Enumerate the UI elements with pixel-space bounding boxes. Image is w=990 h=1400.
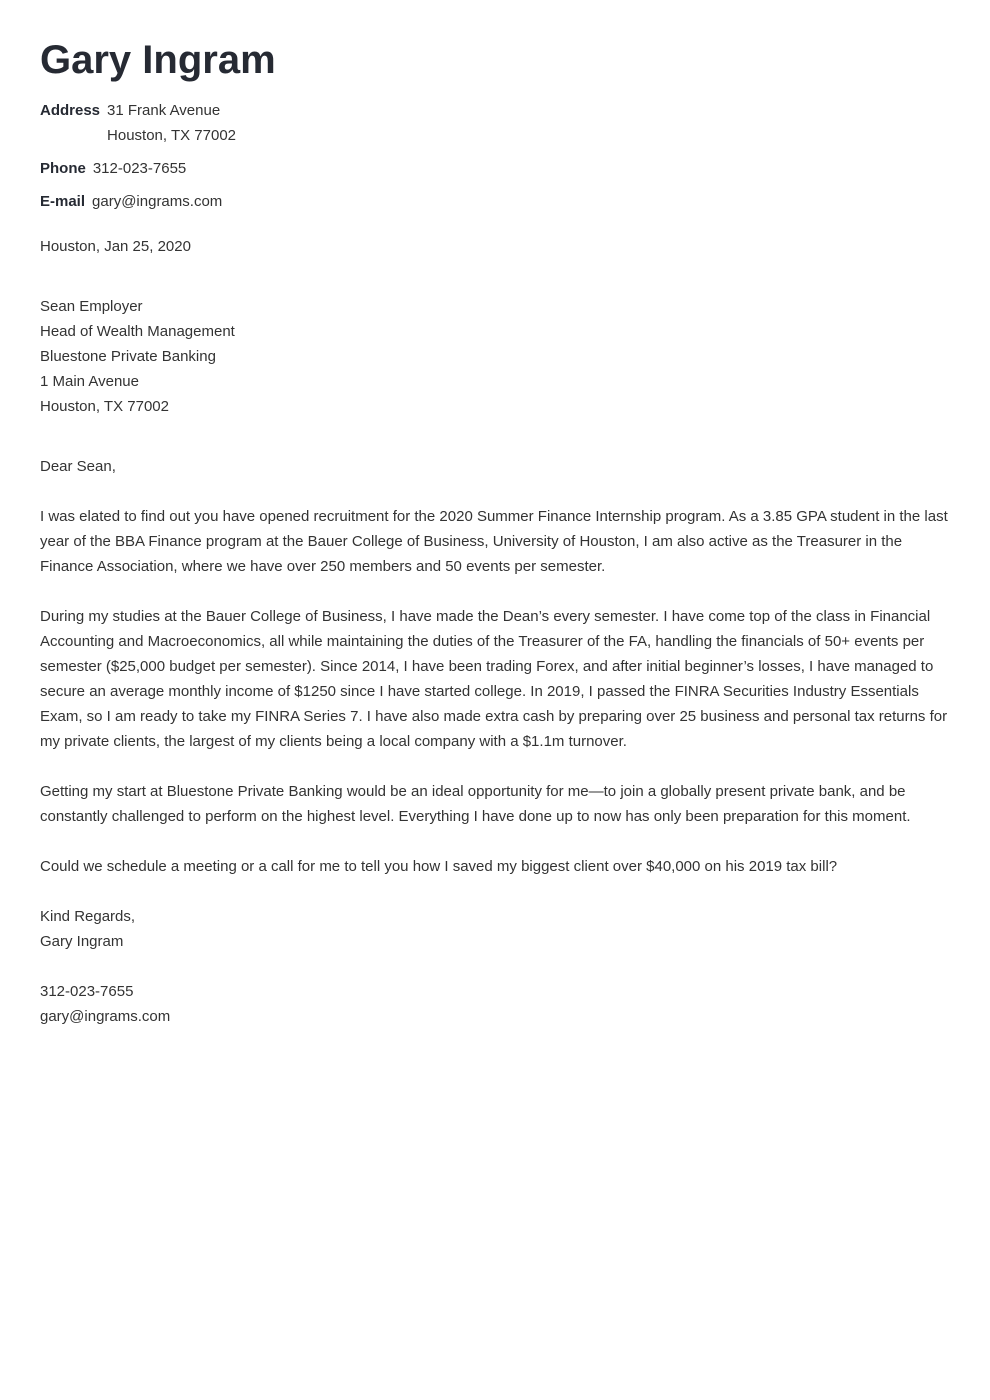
body-paragraph: Getting my start at Bluestone Private Banking would be an ideal opportunity for me—to join a globally present private bank, and be constantly challenged to perform on the highest level. Everything I have done up to now has only been preparation for this moment. xyxy=(40,783,911,825)
email-value: gary@ingrams.com xyxy=(92,193,223,210)
recipient-title: Head of Wealth Management xyxy=(40,323,235,340)
body-paragraph: I was elated to find out you have opened recruitment for the 2020 Summer Finance Internship program. As a 3.85 GPA student in the last year of the BBA Finance program at the Bauer College of Business, University of Houston, I am also active as the Treasurer in the Finance Association, where we have over 250 members and 50 events per semester. xyxy=(40,508,948,575)
email-label: E-mail xyxy=(40,193,86,210)
signature-contact-block xyxy=(40,979,950,1029)
recipient-company: Bluestone Private Banking xyxy=(40,348,216,365)
contact-address-row xyxy=(40,98,950,148)
recipient-street: 1 Main Avenue xyxy=(40,373,139,390)
phone-value: 312-023-7655 xyxy=(92,160,187,177)
contact-email-row xyxy=(40,189,950,214)
body-paragraph: Could we schedule a meeting or a call for me to tell you how I saved my biggest client over $40,000 on his 2019 tax bill? xyxy=(40,858,838,875)
body-paragraph: During my studies at the Bauer College of Business, I have made the Dean’s every semester. I have come top of the class in Financial Accounting and Macroeconomics, all while maintaining the duties of the Treasurer of the FA, handling the financials of 50+ events per semester ($25,000 budget per semester). Since 2014, I have been trading Forex, and after initial beginner’s losses, I have managed to secure an average monthly income of $1250 since I have started college. In 2019, I passed the FINRA Securities Industry Essentials Exam, so I am ready to take my FINRA Series 7. I have also made extra cash by preparing over 25 business and personal tax returns for my private clients, the largest of my clients being a local company with a $1.1m turnover. xyxy=(40,608,948,750)
address-values xyxy=(107,98,236,148)
contact-phone-row xyxy=(40,156,950,181)
closing-block xyxy=(40,904,950,954)
address-line-2: Houston, TX 77002 xyxy=(107,127,237,144)
signature-email: gary@ingrams.com xyxy=(40,1008,171,1025)
address-line-1: 31 Frank Avenue xyxy=(107,102,221,119)
address-label: Address xyxy=(40,102,101,119)
recipient-block xyxy=(40,294,950,419)
phone-label: Phone xyxy=(40,160,86,177)
closing-phrase: Kind Regards, xyxy=(40,908,136,925)
letter-date: Houston, Jan 25, 2020 xyxy=(40,238,191,255)
recipient-name: Sean Employer xyxy=(40,298,143,315)
salutation: Dear Sean, xyxy=(40,458,116,475)
recipient-city: Houston, TX 77002 xyxy=(40,398,169,415)
signature-name: Gary Ingram xyxy=(40,933,124,950)
signature-phone: 312-023-7655 xyxy=(40,983,134,1000)
sender-name: Gary Ingram xyxy=(40,38,276,82)
